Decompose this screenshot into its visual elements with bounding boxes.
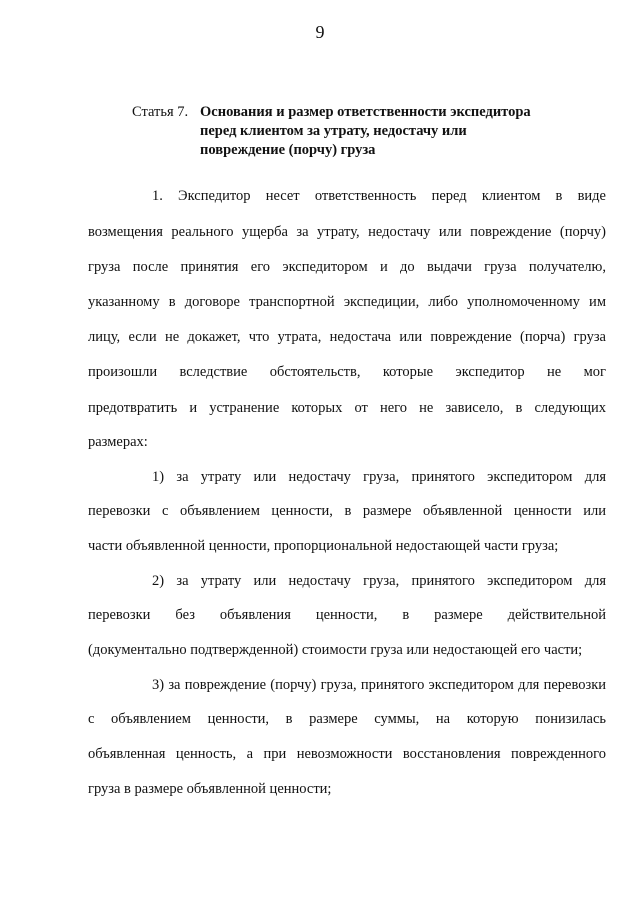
- paragraph-line: груза в размере объявленной ценности;: [88, 781, 332, 797]
- article-title-line: Основания и размер ответственности экспедитора: [200, 104, 531, 120]
- paragraph-line: перевозки без объявления ценности, в размере действительной: [88, 607, 606, 623]
- paragraph-line: 3) за повреждение (порчу) груза, принятого экспедитором для перевозки: [152, 677, 606, 693]
- paragraph-line: части объявленной ценности, пропорциональной недостающей части груза;: [88, 538, 559, 554]
- paragraph-line: произошли вследствие обстоятельств, которые экспедитор не мог: [88, 364, 606, 380]
- paragraph-line: перевозки с объявлением ценности, в размере объявленной ценности или: [88, 503, 606, 519]
- paragraph-line: 1) за утрату или недостачу груза, принятого экспедитором для: [152, 469, 606, 485]
- page-number: 9: [315, 22, 325, 42]
- paragraph-line: 2) за утрату или недостачу груза, принятого экспедитором для: [152, 573, 606, 589]
- paragraph-line: лицу, если не докажет, что утрата, недостача или повреждение (порча) груза: [88, 329, 606, 345]
- article-title-line: повреждение (порчу) груза: [200, 142, 376, 158]
- paragraph-line: предотвратить и устранение которых от него не зависело, в следующих: [88, 400, 606, 416]
- paragraph-line: 1. Экспедитор несет ответственность перед клиентом в виде: [152, 188, 606, 204]
- article-title-line: перед клиентом за утрату, недостачу или: [200, 123, 467, 139]
- article-title: [200, 103, 600, 160]
- paragraph-line: объявленная ценность, а при невозможности восстановления поврежденного: [88, 746, 606, 762]
- paragraph-line: размерах:: [88, 434, 148, 450]
- paragraph-line: груза после принятия его экспедитором и до выдачи груза получателю,: [88, 259, 606, 275]
- paragraph-line: указанному в договоре транспортной экспедиции, либо уполномоченному им: [88, 294, 606, 310]
- article-label: Статья 7.: [132, 104, 189, 120]
- paragraph-line: с объявлением ценности, в размере суммы, на которую понизилась: [88, 711, 606, 727]
- paragraph-line: (документально подтвержденной) стоимости груза или недостающей его части;: [88, 642, 583, 658]
- paragraph-line: возмещения реального ущерба за утрату, недостачу или повреждение (порчу): [88, 224, 606, 240]
